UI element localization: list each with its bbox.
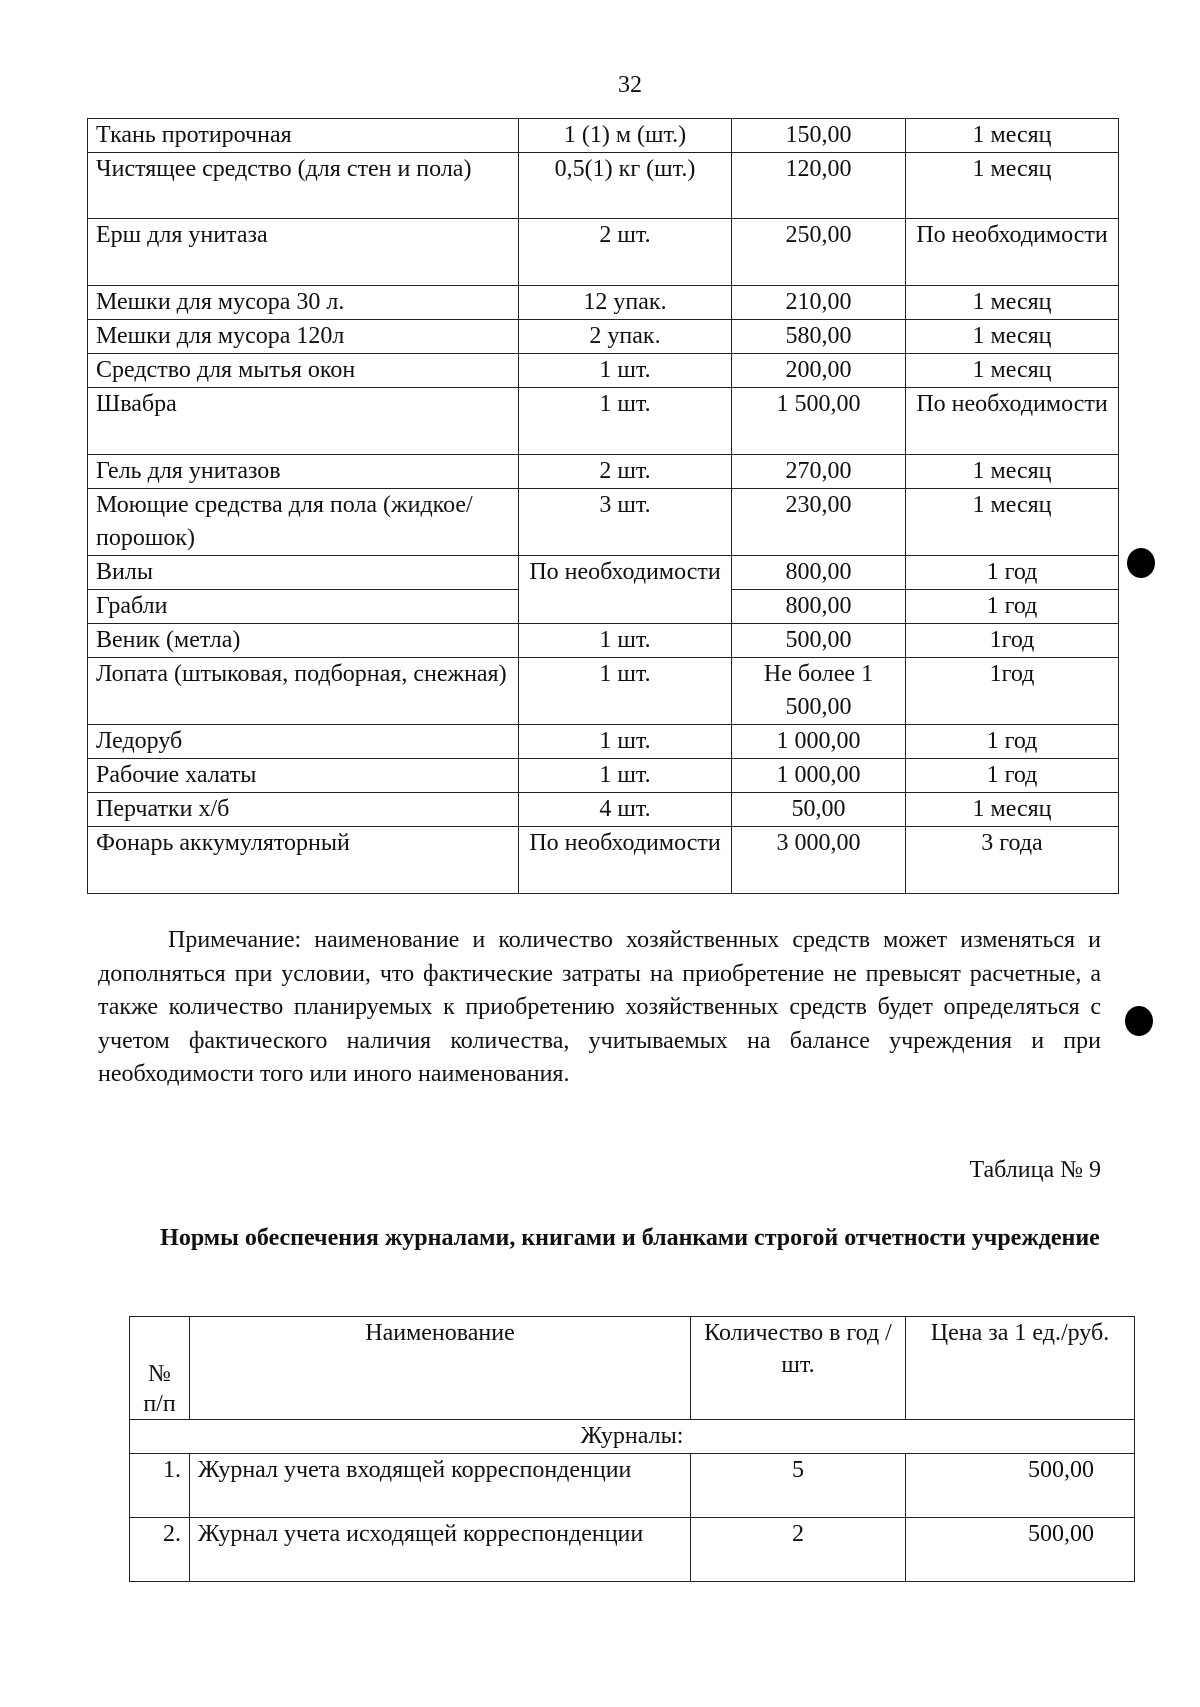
- item-name: Моющие средства для пола (жидкое/порошок): [88, 489, 519, 556]
- page-number: 32: [618, 72, 642, 98]
- table-row: [88, 489, 1119, 556]
- item-name: Рабочие халаты: [88, 759, 519, 793]
- table-row: [88, 388, 1119, 455]
- table-row: [88, 354, 1119, 388]
- item-period: 1 год: [906, 725, 1119, 759]
- item-price: 230,00: [732, 489, 906, 556]
- item-name: Ткань протирочная: [88, 119, 519, 153]
- table-number: Таблица № 9: [969, 1157, 1101, 1183]
- table-row: [88, 119, 1119, 153]
- table-row: [88, 153, 1119, 219]
- item-price: 1 000,00: [732, 759, 906, 793]
- table-row: [88, 827, 1119, 894]
- item-name: Веник (метла): [88, 624, 519, 658]
- item-quantity: 3 шт.: [519, 489, 732, 556]
- item-period: 3 года: [906, 827, 1119, 894]
- table-row: [88, 624, 1119, 658]
- table-row: [88, 320, 1119, 354]
- row-name: Журнал учета входящей корреспонденции: [190, 1454, 691, 1518]
- item-quantity: 1 шт.: [519, 354, 732, 388]
- item-period: 1 год: [906, 590, 1119, 624]
- item-price: 500,00: [732, 624, 906, 658]
- item-name: Лопата (штыковая, подборная, снежная): [88, 658, 519, 725]
- item-price: 120,00: [732, 153, 906, 219]
- header-row: [130, 1317, 1135, 1420]
- item-quantity: 1 шт.: [519, 624, 732, 658]
- table-title: Нормы обеспечения журналами, книгами и бланками строгой отчетности учреждение: [160, 1225, 1100, 1251]
- table-row: [88, 658, 1119, 725]
- item-period: 1год: [906, 658, 1119, 725]
- hole-punch-mark: [1125, 1006, 1153, 1036]
- item-name: Перчатки х/б: [88, 793, 519, 827]
- row-price: 500,00: [906, 1518, 1135, 1582]
- item-quantity: 4 шт.: [519, 793, 732, 827]
- item-quantity: 1 шт.: [519, 388, 732, 455]
- item-price: 800,00: [732, 590, 906, 624]
- table-row: [130, 1518, 1135, 1582]
- item-quantity: 1 шт.: [519, 725, 732, 759]
- table-row: [88, 725, 1119, 759]
- item-period: 1 месяц: [906, 286, 1119, 320]
- table-row: [88, 793, 1119, 827]
- item-period: 1 месяц: [906, 793, 1119, 827]
- item-name: Ледоруб: [88, 725, 519, 759]
- header-number: № п/п: [130, 1317, 190, 1420]
- item-quantity: 1 (1) м (шт.): [519, 119, 732, 153]
- row-number: 2.: [130, 1518, 190, 1582]
- item-name: Вилы: [88, 556, 519, 590]
- header-quantity: Количество в год / шт.: [691, 1317, 906, 1420]
- table-row: [88, 455, 1119, 489]
- item-quantity: 1 шт.: [519, 658, 732, 725]
- item-name: Фонарь аккумуляторный: [88, 827, 519, 894]
- hole-punch-mark: [1127, 548, 1155, 578]
- item-period: По необходимости: [906, 219, 1119, 286]
- table-row: [130, 1454, 1135, 1518]
- item-price: 50,00: [732, 793, 906, 827]
- table-row: [88, 556, 1119, 590]
- item-price: 250,00: [732, 219, 906, 286]
- item-quantity: 2 шт.: [519, 219, 732, 286]
- item-name: Швабра: [88, 388, 519, 455]
- row-quantity: 5: [691, 1454, 906, 1518]
- item-period: 1год: [906, 624, 1119, 658]
- item-period: 1 месяц: [906, 153, 1119, 219]
- item-period: 1 год: [906, 556, 1119, 590]
- supplies-table: [87, 118, 1119, 894]
- header-price: Цена за 1 ед./руб.: [906, 1317, 1135, 1420]
- item-name: Чистящее средство (для стен и пола): [88, 153, 519, 219]
- header-name: Наименование: [190, 1317, 691, 1420]
- section-row: Журналы:: [130, 1420, 1135, 1454]
- table-row: [88, 759, 1119, 793]
- item-price: 1 000,00: [732, 725, 906, 759]
- item-period: 1 месяц: [906, 119, 1119, 153]
- item-name: Мешки для мусора 120л: [88, 320, 519, 354]
- item-period: 1 месяц: [906, 354, 1119, 388]
- item-name: Мешки для мусора 30 л.: [88, 286, 519, 320]
- item-period: 1 год: [906, 759, 1119, 793]
- item-quantity: 2 шт.: [519, 455, 732, 489]
- item-price: 1 500,00: [732, 388, 906, 455]
- note-paragraph: Примечание: наименование и количество хозяйственных средств может изменяться и дополняться при условии, что фактические затраты на приобретение не превысят расчетные, а также количество планируемых к приобретению хозяйственных средств будет определяться с учетом фактического наличия количества, учитываемых на балансе учреждения и при необходимости того или иного наименования.: [98, 927, 1101, 1087]
- item-period: По необходимости: [906, 388, 1119, 455]
- journals-table: [129, 1316, 1135, 1582]
- item-name: Грабли: [88, 590, 519, 624]
- row-price: 500,00: [906, 1454, 1135, 1518]
- item-price: 210,00: [732, 286, 906, 320]
- item-price: 270,00: [732, 455, 906, 489]
- item-price: 150,00: [732, 119, 906, 153]
- item-quantity: 2 упак.: [519, 320, 732, 354]
- item-quantity: По необходимости: [519, 827, 732, 894]
- row-quantity: 2: [691, 1518, 906, 1582]
- item-price: Не более 1 500,00: [732, 658, 906, 725]
- table-row: [88, 286, 1119, 320]
- item-price: 200,00: [732, 354, 906, 388]
- row-number: 1.: [130, 1454, 190, 1518]
- item-price: 800,00: [732, 556, 906, 590]
- item-price: 3 000,00: [732, 827, 906, 894]
- item-quantity: По необходимости: [519, 556, 732, 624]
- item-period: 1 месяц: [906, 489, 1119, 556]
- item-name: Гель для унитазов: [88, 455, 519, 489]
- item-quantity: 0,5(1) кг (шт.): [519, 153, 732, 219]
- table-row: [88, 219, 1119, 286]
- item-period: 1 месяц: [906, 320, 1119, 354]
- item-quantity: 1 шт.: [519, 759, 732, 793]
- item-name: Средство для мытья окон: [88, 354, 519, 388]
- row-name: Журнал учета исходящей корреспонденции: [190, 1518, 691, 1582]
- item-price: 580,00: [732, 320, 906, 354]
- item-quantity: 12 упак.: [519, 286, 732, 320]
- item-name: Ерш для унитаза: [88, 219, 519, 286]
- item-period: 1 месяц: [906, 455, 1119, 489]
